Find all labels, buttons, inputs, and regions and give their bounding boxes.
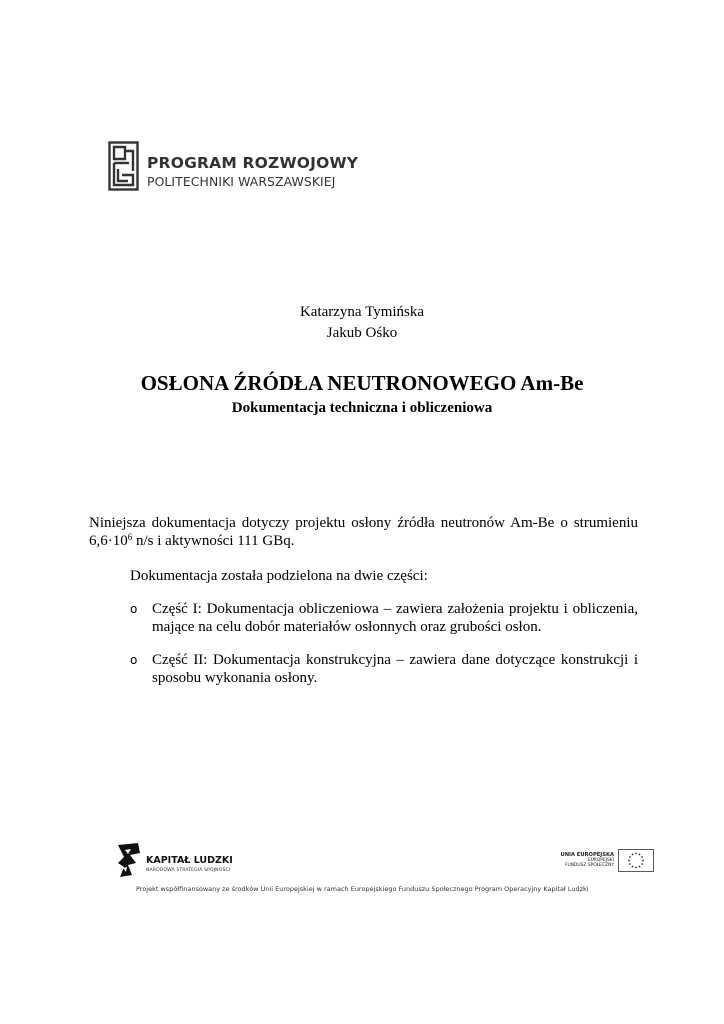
- eu-star-icon: [635, 853, 637, 855]
- kapital-ludzki-subtitle: NARODOWA STRATEGIA SPÓJNOŚCI: [146, 868, 231, 873]
- eu-star-icon: [629, 856, 631, 858]
- intro-text: Niniejsza dokumentacja dotyczy projektu osłony źródła neutronów Am-Be o strumieniu 6,6·10: [89, 515, 638, 549]
- eu-label: [548, 852, 614, 868]
- kapital-ludzki-icon: [116, 841, 142, 879]
- document-subtitle: Dokumentacja techniczna i obliczeniowa: [231, 400, 493, 416]
- logo-line-2: POLITECHNIKI WARSZAWSKIEJ: [147, 174, 336, 189]
- pw-logo-icon: [108, 141, 139, 191]
- footer: [108, 838, 656, 908]
- eu-star-icon: [629, 863, 631, 865]
- eu-label-line: FUNDUSZ SPOŁECZNY: [565, 863, 614, 868]
- author-name: Katarzyna Tymińska: [299, 304, 425, 320]
- eu-star-icon: [642, 860, 644, 862]
- kapital-ludzki-name: KAPITAŁ LUDZKI: [146, 855, 233, 866]
- eu-star-icon: [641, 863, 643, 865]
- logo-line-1: PROGRAM ROZWOJOWY: [147, 154, 359, 172]
- list-item-text: Część II: Dokumentacja konstrukcyjna – zawiera dane dotyczące konstrukcji i sposobu wykonania osłony.: [152, 652, 638, 686]
- document-title: OSŁONA ŹRÓDŁA NEUTRONOWEGO Am-Be: [140, 371, 584, 395]
- eu-star-icon: [632, 866, 634, 868]
- intro-exponent: 6: [127, 532, 133, 542]
- eu-label-line: EUROPEJSKI: [587, 858, 614, 863]
- list-item-text: Część I: Dokumentacja obliczeniowa – zawiera założenia projektu i obliczenia, mające na celu dobór materiałów osłonnych oraz grubości osłon.: [152, 601, 638, 635]
- eu-label-line: UNIA EUROPEJSKA: [560, 852, 614, 858]
- eu-flag-icon: [618, 849, 654, 872]
- division-paragraph: Dokumentacja została podzielona na dwie części:: [130, 568, 428, 584]
- eu-star-icon: [632, 854, 634, 856]
- intro-text-end: n/s i aktywności 111 GBq.: [132, 533, 295, 549]
- project-funding-line: Projekt współfinansowany ze środków Unii Europejskiej w ramach Europejskiego Funduszu Społecznego Program Operacyjny Kapitał Ludzki: [136, 885, 589, 893]
- eu-star-icon: [641, 856, 643, 858]
- bullet-marker: o: [130, 653, 138, 667]
- eu-star-icon: [639, 866, 641, 868]
- author-name: Jakub Ośko: [326, 325, 398, 341]
- eu-star-icon: [635, 867, 637, 869]
- program-rozwojowy-logo: [108, 141, 378, 193]
- intro-paragraph: [89, 514, 638, 550]
- eu-star-icon: [639, 854, 641, 856]
- bullet-marker: o: [130, 602, 138, 616]
- eu-star-icon: [628, 860, 630, 862]
